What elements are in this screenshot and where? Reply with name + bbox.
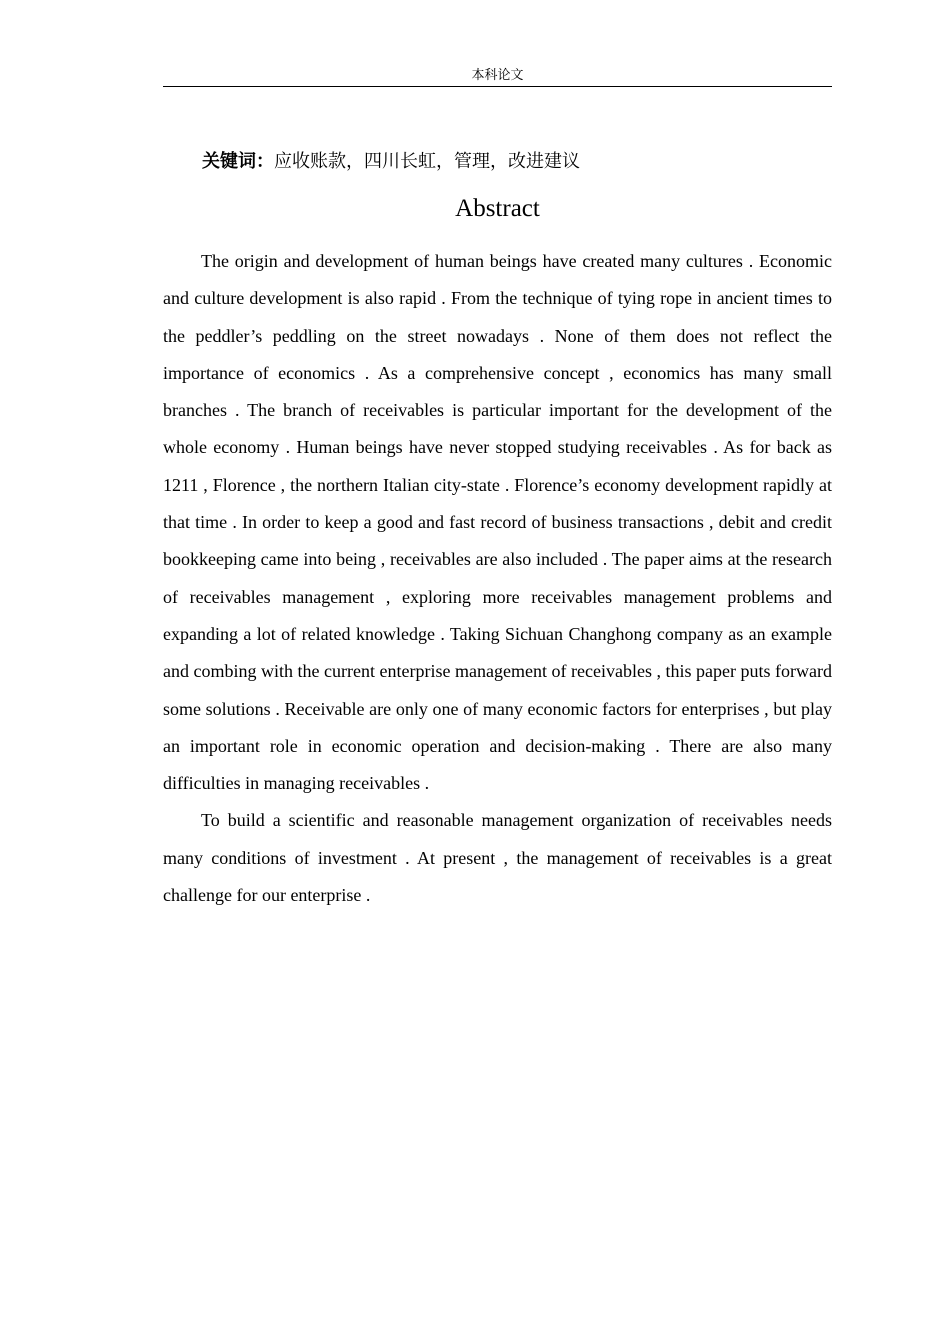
abstract-paragraph: The origin and development of human beings have created many cultures . Economic and culture development is also rapid . From the technique of tying rope in ancient times to the peddler’s peddling on the street nowadays . None of them does not reflect the importance of economics . As a comprehensive concept , economics has many small branches . The branch of receivables is particular important for the development of the whole economy . Human beings have never stopped studying receivables . As for back as 1211 , Florence , the northern Italian city-state . Florence’s economy development rapidly at that time . In order to keep a good and fast record of business transactions , debit and credit bookkeeping came into being , receivables are also included . The paper aims at the research of receivables management , exploring more receivables management problems and expanding a lot of related knowledge . Taking Sichuan Changhong company as an example and combing with the current enterprise management of receivables , this paper puts forward some solutions . Receivable are only one of many economic factors for enterprises , but play an important role in economic operation and decision-making . There are also many difficulties in managing receivables .: [163, 251, 832, 794]
abstract-title: Abstract: [455, 195, 540, 222]
page-header: [163, 66, 832, 87]
keywords-text: 应收账款，四川长虹，管理，改进建议: [274, 151, 580, 172]
abstract-paragraph: To build a scientific and reasonable management organization of receivables needs many conditions of investment . At present , the management of receivables is a great challenge for our enterprise .: [163, 810, 832, 906]
abstract-body: [163, 243, 832, 914]
keywords-line: [202, 148, 832, 176]
keywords-label: 关键词：: [202, 151, 274, 172]
running-title: 本科论文: [471, 68, 524, 83]
